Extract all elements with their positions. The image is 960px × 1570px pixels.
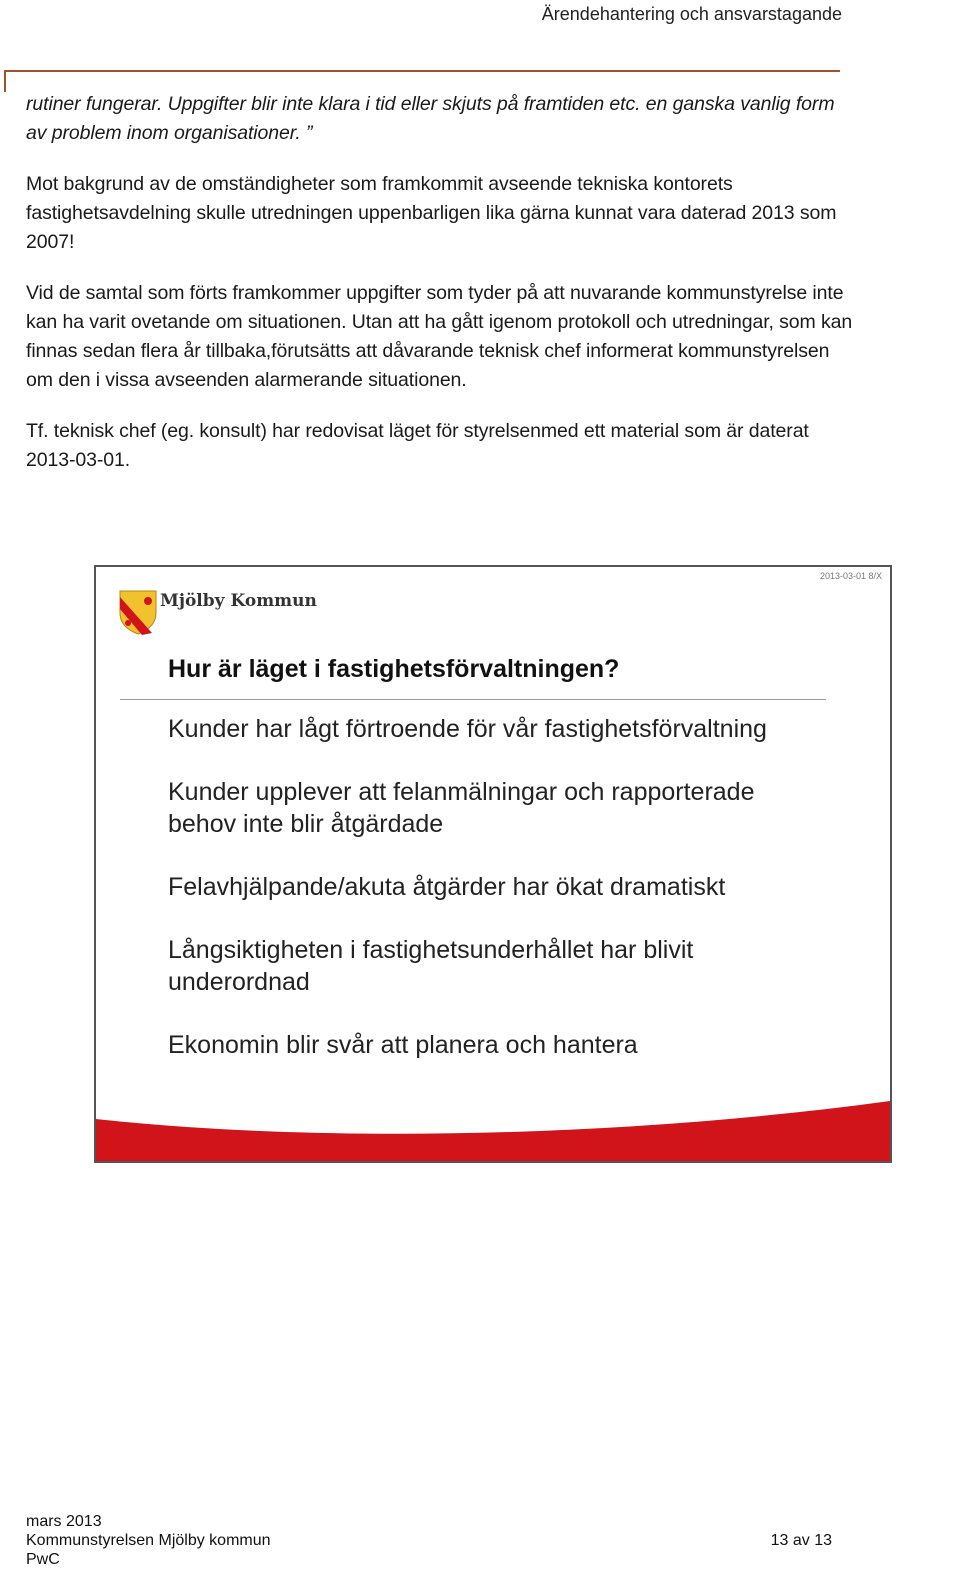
slide-red-swoosh — [96, 1101, 890, 1161]
slide-title: Hur är läget i fastighetsförvaltningen? — [168, 655, 620, 683]
municipal-shield-logo — [118, 589, 158, 635]
header-rule — [4, 70, 840, 72]
slide-brand: Mjölby Kommun — [160, 591, 317, 611]
header-rule-tick — [4, 70, 6, 92]
slide-bullet-list — [168, 713, 828, 1092]
embedded-slide — [94, 565, 892, 1163]
slide-bullet: Långsiktigheten i fastighetsunderhållet har blivit underordnad — [168, 936, 694, 996]
slide-bullet: Kunder upplever att felanmälningar och rapporterade behov inte blir åtgärdade — [168, 778, 755, 838]
paragraph-background: Mot bakgrund av de omständigheter som framkommit avseende tekniska kontorets fastighetsavdelning skulle utredningen uppenbarligen lika gärna kunnat vara daterad 2013 som 2007! — [26, 173, 837, 253]
footer-organization: Kommunstyrelsen Mjölby kommun — [26, 1532, 271, 1549]
slide-bullet: Felavhjälpande/akuta åtgärder har ökat dramatiskt — [168, 873, 726, 901]
footer-page-number: 13 av 13 — [770, 1532, 832, 1549]
slide-divider — [120, 699, 826, 700]
paragraph-interviews: Vid de samtal som förts framkommer uppgifter som tyder på att nuvarande kommunstyrelse inte kan ha varit ovetande om situationen. Utan att ha gått igenom protokoll och utredningar, som kan finnas sedan flera år tillbaka,förutsätts att dåvarande teknisk chef informerat kommunstyrelsen om den i vissa avseenden alarmerande situationen. — [26, 282, 853, 391]
paragraph-acting-chief: Tf. teknisk chef (eg. konsult) har redovisat läget för styrelsenmed ett material som är daterat 2013-03-01. — [26, 420, 809, 471]
slide-date-stamp: 2013-03-01 8/X — [819, 571, 882, 581]
footer-date: mars 2013 — [26, 1513, 102, 1530]
slide-bullet: Ekonomin blir svår att planera och hantera — [168, 1031, 638, 1059]
footer-company: PwC — [26, 1551, 60, 1568]
slide-bullet: Kunder har lågt förtroende för vår fastighetsförvaltning — [168, 715, 767, 743]
body-text — [26, 90, 856, 497]
paragraph-quote-end: rutiner fungerar. Uppgifter blir inte klara i tid eller skjuts på framtiden etc. en ganska vanlig form av problem inom organisationer. ” — [26, 93, 835, 144]
header-title: Ärendehantering och ansvarstagande — [541, 4, 842, 24]
